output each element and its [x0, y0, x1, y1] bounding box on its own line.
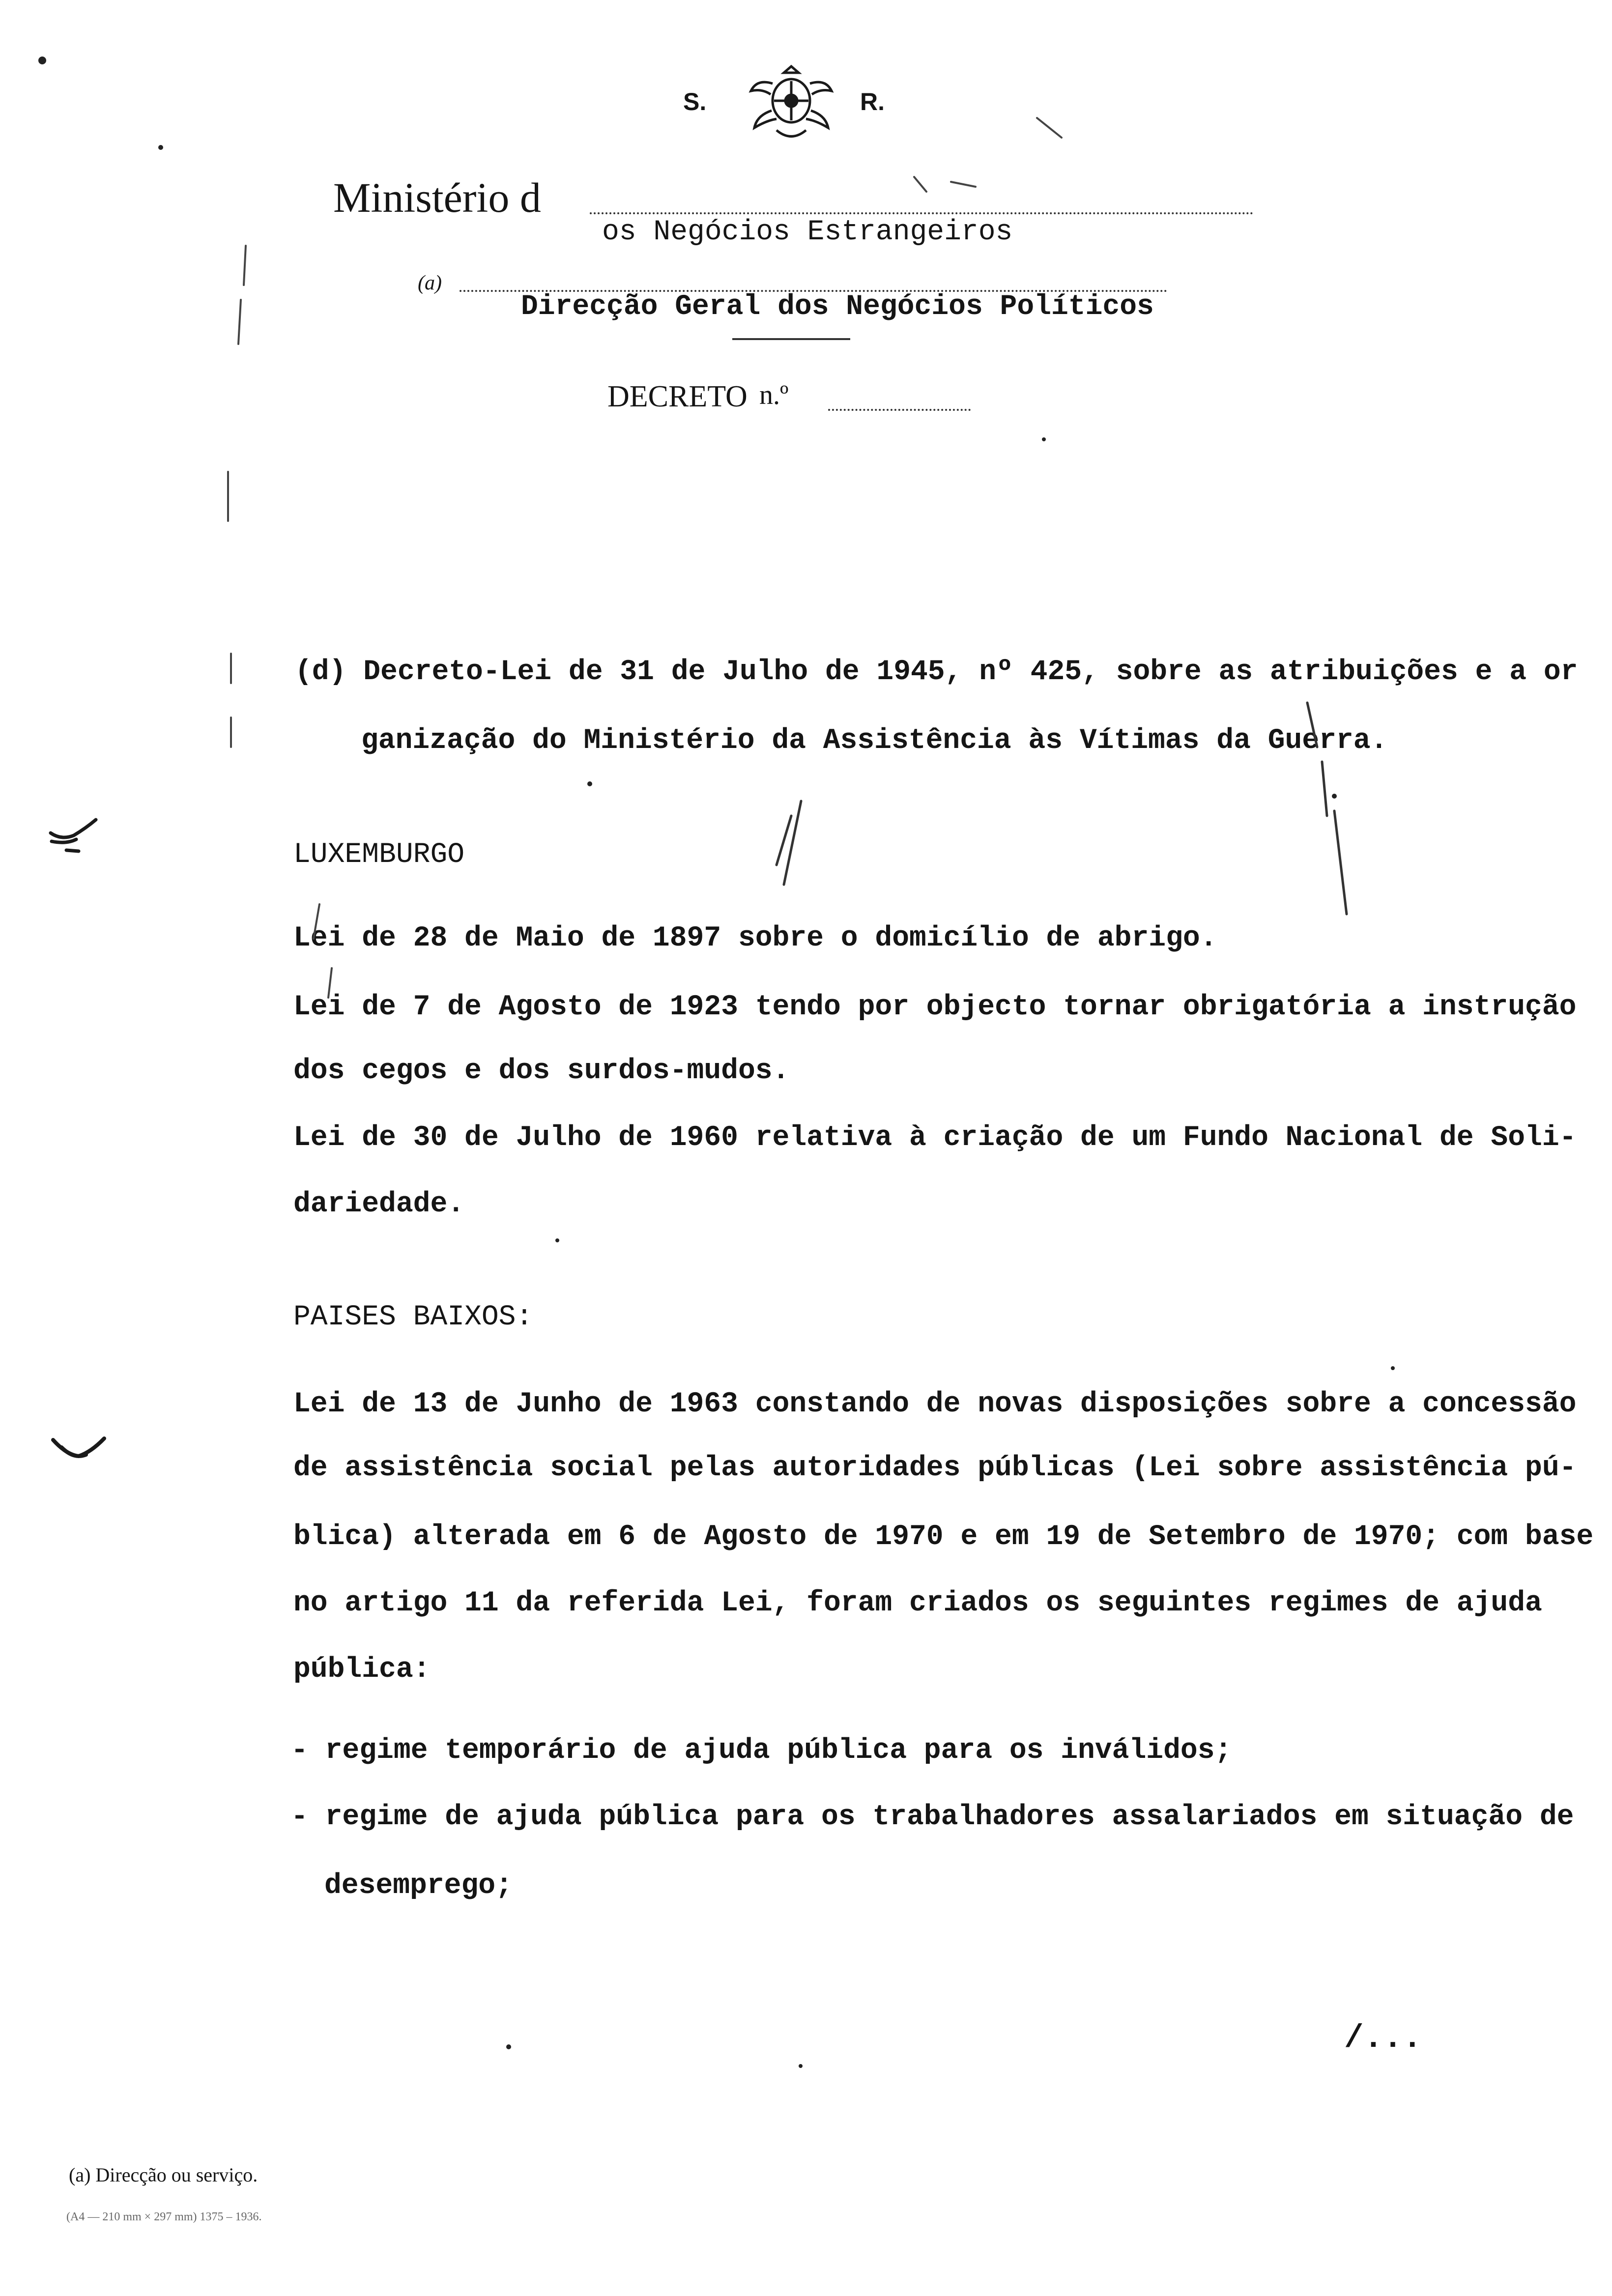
nl-line-2: de assistência social pelas autoridades públicas (Lei sobre assistência pú-	[293, 1452, 1577, 1484]
bullet-2-line-2: desemprego;	[324, 1870, 513, 1902]
decree-number-label: n.º	[759, 380, 789, 410]
continuation-mark: /...	[1344, 2020, 1422, 2057]
scan-speck	[799, 2064, 803, 2068]
scan-speck	[506, 2044, 511, 2049]
scan-speck	[555, 1238, 559, 1242]
header-initial-left: S.	[683, 88, 707, 115]
header-initial-right: R.	[860, 88, 885, 115]
footnote: (a) Direcção ou serviço.	[69, 2164, 258, 2186]
intro-line-1: (d) Decreto-Lei de 31 de Julho de 1945, nº 425, sobre as atribuições e a or	[295, 656, 1578, 688]
lux-line-5: dariedade.	[293, 1188, 465, 1220]
scan-speck	[158, 145, 163, 150]
lux-line-4: Lei de 30 de Julho de 1960 relativa à criação de um Fundo Nacional de Soli-	[293, 1122, 1577, 1154]
pencil-strokes	[757, 796, 821, 914]
ministry-prefix: Ministério d	[333, 174, 541, 221]
nl-line-4: no artigo 11 da referida Lei, foram criados os seguintes regimes de ajuda	[293, 1587, 1542, 1619]
print-info: (A4 — 210 mm × 297 mm) 1375 – 1936.	[66, 2210, 262, 2223]
service-marker: (a)	[418, 272, 442, 294]
intro-line-2: ganização do Ministério da Assistência às Vítimas da Guerra.	[361, 725, 1388, 757]
lux-line-2: Lei de 7 de Agosto de 1923 tendo por objecto tornar obrigatória a instrução	[293, 991, 1577, 1023]
decree-label: DECRETO	[607, 380, 748, 413]
ministry-fill: os Negócios Estrangeiros	[602, 216, 1013, 248]
scan-speck	[1332, 794, 1337, 799]
ornamental-rule	[732, 338, 850, 340]
scan-speck	[38, 57, 46, 64]
luxembourg-heading: LUXEMBURGO	[293, 839, 465, 871]
left-margin-strokes	[221, 187, 260, 826]
margin-check-mark-1	[47, 816, 101, 860]
lux-line-1: Lei de 28 de Maio de 1897 sobre o domicílio de abrigo.	[293, 922, 1217, 954]
nl-line-5: pública:	[293, 1654, 431, 1686]
nl-line-3: blica) alterada em 6 de Agosto de 1970 e em 19 de Setembro de 1970; com base	[293, 1521, 1594, 1553]
lux-margin-strokes	[305, 899, 344, 1047]
lux-line-3: dos cegos e dos surdos-mudos.	[293, 1055, 790, 1087]
scan-speck	[1042, 437, 1046, 441]
netherlands-heading: PAISES BAIXOS:	[293, 1301, 533, 1333]
top-right-strokes	[909, 98, 1081, 206]
nl-line-1: Lei de 13 de Junho de 1963 constando de novas disposições sobre a concessão	[293, 1388, 1577, 1420]
coat-of-arms-emblem	[742, 64, 840, 147]
service-fill: Direcção Geral dos Negócios Políticos	[521, 291, 1154, 323]
bracket-strokes	[1302, 698, 1361, 944]
ministry-dotted-line	[590, 212, 1253, 214]
scan-speck	[1391, 1366, 1395, 1370]
scan-speck	[587, 781, 592, 786]
bullet-1: - regime temporário de ajuda pública para os inválidos;	[291, 1735, 1232, 1767]
decree-dotted-line	[828, 409, 971, 411]
margin-check-mark-2	[49, 1433, 108, 1472]
bullet-2-line-1: - regime de ajuda pública para os trabalhadores assalariados em situação de	[291, 1801, 1574, 1833]
